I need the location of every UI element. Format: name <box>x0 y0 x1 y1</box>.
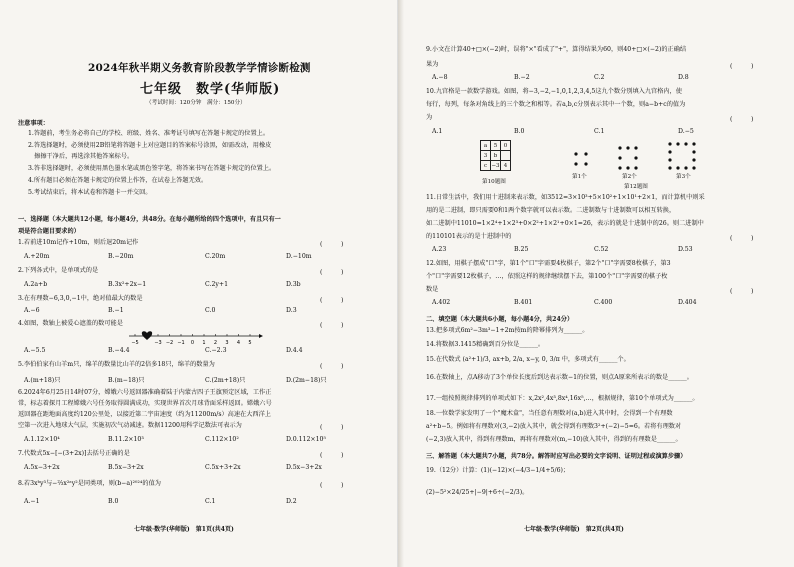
section3-heading: 三、解答题（本大题共7小题，共78分。解答时应写出必要的文字说明、证明过程或演算步骤） <box>426 453 687 460</box>
answer-paren: ( ) <box>320 241 344 248</box>
option-a: A.402 <box>432 299 451 306</box>
question-6-line: 返回器在距地面高度约120公里处，以接近第二宇宙速度（约为11200m/s）高速在大西洋上 <box>18 411 271 418</box>
axis-tick-label: 4 <box>236 340 241 346</box>
option-c: C.2y+1 <box>205 281 229 288</box>
notice-line: 1.答题前，考生务必将自己的学校、班级、姓名、准考证号填写在答题卡规定的位置上。 <box>28 130 270 137</box>
answer-paren: ( ) <box>320 482 344 489</box>
option-d: D.3 <box>286 307 297 314</box>
notice-line: 2.答选择题时，必须使用2B铅笔将答题卡上对应题目的答案标号涂黑，如需改动，用橡皮 <box>28 142 272 149</box>
figure-caption: 第10题图 <box>482 179 506 185</box>
option-a: A.2a+b <box>24 281 48 288</box>
question-14: 14.将数据3.1415精确到百分位是______。 <box>426 341 545 348</box>
axis-tick-label: 0 <box>190 340 195 346</box>
question-19-part2: (2)−5²×24/25+|−9|+6÷(−2/3)。 <box>426 489 529 496</box>
axis-tick-label: −3 <box>154 340 162 346</box>
question-2: 2.下列各式中，是单项式的是 <box>18 267 99 274</box>
answer-paren: ( ) <box>320 297 344 304</box>
option-d: D.0.112×10⁵ <box>286 436 326 443</box>
option-a: A.(m+18)只 <box>24 377 61 384</box>
question-12: 12.如图，用棋子摆成"口"字，第1个"口"字需要4枚棋子，第2个"口"字需要8枚棋子，第3 <box>426 260 671 267</box>
option-a: A.−6 <box>24 307 40 314</box>
exam-info: （考试时间：120分钟 满分：150分） <box>146 100 246 106</box>
question-10-line: 为 <box>426 114 433 121</box>
question-4: 4.如图，数轴上被爱心遮盖的数可能是 <box>18 320 123 327</box>
axis-tick-label: 2 <box>213 340 218 346</box>
option-a: A.−8 <box>432 74 448 81</box>
grid-cell <box>501 151 511 161</box>
question-17: 17.一组按照规律排列的单项式如下：x,2x²,4x³,8x⁴,16x⁵,…，根据规律，第10个单项式为______。 <box>426 395 699 402</box>
question-7: 7.代数式5x−[−(3+2x)]去括号正确的是 <box>18 450 130 457</box>
option-a: A.5x−3+2x <box>24 464 60 471</box>
option-b: B.401 <box>514 299 533 306</box>
section1-heading-cont: 项是符合题目要求的） <box>18 228 80 235</box>
option-d: D.5x−3+2x <box>286 464 322 471</box>
grid-cell: 3 <box>481 151 491 161</box>
option-b: B.5x−3+2x <box>108 464 144 471</box>
figure-caption: 第2个 <box>622 174 637 180</box>
option-c: C.112×10² <box>205 436 239 443</box>
question-13: 13.把多项式6m²−3m³−1+2m按m的降幂排列为______。 <box>426 327 589 334</box>
option-b: B.0 <box>108 498 119 505</box>
question-9-cont: 果为 <box>426 61 439 68</box>
page-gutter <box>398 0 404 567</box>
option-b: B.−20m <box>108 253 134 260</box>
question-6-line: 常，标志着探月工程嫦娥六号任务取得圆满成功，实现世界首次月球背面采样返回。嫦娥六号 <box>18 400 272 407</box>
option-b: B.3x²+2x−1 <box>108 281 147 288</box>
option-b: B.(m−18)只 <box>108 377 145 384</box>
option-d: D.(2m−18)只 <box>286 377 327 384</box>
question-12-line: 个"口"字需要12枚棋子，…，依照这样的规律继续摆下去，第100个"口"字需要的棋子枚 <box>426 273 668 280</box>
answer-paren: ( ) <box>320 424 344 431</box>
option-d: D.−10m <box>286 253 312 260</box>
notice-line: 4.所有题目必须在答题卡规定的位置上作答，在试卷上答题无效。 <box>28 177 208 184</box>
question-6-line: 空第一次进入地球大气层，实施初次气动减速。数据11200用科学记数法可表示为 <box>18 422 242 429</box>
question-6: 6.2024年6月25日14时07分，嫦娥六号返回器准确着陆于内蒙古四子王旗预定区域，工作正 <box>18 389 272 396</box>
answer-paren: ( ) <box>730 63 754 70</box>
axis-tick-label: 3 <box>225 340 229 346</box>
option-c: C.(2m+18)只 <box>205 377 246 384</box>
axis-tick-label: −2 <box>165 340 174 346</box>
question-12-line: 数是 <box>426 286 439 293</box>
option-d: D.4.4 <box>286 347 303 354</box>
figure-caption: 第1个 <box>572 174 587 180</box>
page-footer: 七年级·数学(华师版) 第1页(共4页) <box>134 526 234 533</box>
option-a: A.+20m <box>24 253 50 260</box>
option-c: C.2 <box>594 74 605 81</box>
grid-cell: 5 <box>491 141 501 151</box>
option-d: D.404 <box>678 299 697 306</box>
figure-caption: 第3个 <box>676 174 691 180</box>
axis-tick-label: −1 <box>177 340 185 346</box>
notice-heading: 注意事项： <box>18 120 49 127</box>
section2-heading: 二、填空题（本大题共6小题，每小题4分，共24分） <box>426 316 574 323</box>
question-16: 16.在数轴上，点A移动了3个单位长度后到达表示数−1的位置，则点A原来所表示的数是______。 <box>426 374 693 381</box>
question-11: 11.日常生活中，我们用十进制来表示数，如3512=3×10³+5×10²+1×10¹+2×1，而计算机中则采 <box>426 194 705 201</box>
nine-grid-figure <box>480 140 511 171</box>
question-10-line: 每行，每列，每条对角线上的三个数之和相等。若a,b,c分别表示其中一个数，则a−b+c的值为 <box>426 101 686 108</box>
question-18: 18.一位数学家发明了一个"魔术盒"，当任意有理数对(a,b)进入其中时，会得到一个有理数 <box>426 410 673 417</box>
answer-paren: ( ) <box>730 288 754 295</box>
grid-cell: −3 <box>491 162 500 169</box>
question-5: 5.李伯伯家有山羊m只，绵羊的数量比山羊的2倍多18只，绵羊的数量为 <box>18 361 215 368</box>
question-19-part1: 19.（12分）计算：(1)(−12)×(−4/3−1/4+5/6)； <box>426 467 570 474</box>
page-footer: 七年级·数学(华师版) 第2页(共4页) <box>524 526 624 533</box>
answer-paren: ( ) <box>320 322 344 329</box>
option-b: B.−2 <box>514 74 530 81</box>
option-a: A.23 <box>432 246 447 253</box>
question-8: 8.若3xᵇy³与−⅔x²ᵃy²是同类项，则(b−a)²⁰²⁴的值为 <box>18 480 161 487</box>
question-11-line: 用的是二进制，即只需要0和1两个数字就可以表示数。二进制数与十进制数可以相互转换， <box>426 207 676 214</box>
question-10: 10.九宫格是一款数学游戏。如图，将−3,−2,−1,0,1,2,3,4,5这九个数分别填入九宫格内，使 <box>426 88 682 95</box>
option-c: C.1 <box>205 498 216 505</box>
notice-line: 5.考试结束后，将本试卷和答题卡一并交回。 <box>28 189 152 196</box>
subject-title: 七年级 数学(华师版) <box>140 82 281 97</box>
option-d: D.−5 <box>678 128 694 135</box>
grid-cell: 0 <box>501 141 511 151</box>
option-d: D.53 <box>678 246 693 253</box>
option-d: D.8 <box>678 74 689 81</box>
grid-cell: 4 <box>501 161 511 171</box>
question-18-line: (−2,3)放入其中，得到有理数m，再将有理数对(m,−10)放入其中，得到的有理数是______。 <box>426 436 682 443</box>
option-b: B.25 <box>514 246 529 253</box>
answer-paren: ( ) <box>320 452 344 459</box>
exam-title: 2024年秋半期义务教育阶段教学学情诊断检测 <box>88 62 311 74</box>
option-c: C.0 <box>205 307 216 314</box>
section1-heading: 一、选择题（本大题共12小题，每小题4分，共48分。在每小题所给的四个选项中，有且只有一 <box>18 216 281 223</box>
answer-paren: ( ) <box>730 116 754 123</box>
grid-cell: a <box>481 141 491 151</box>
chess-pattern-figure <box>568 140 718 180</box>
option-b: B.−1 <box>108 307 124 314</box>
option-c: C.1 <box>594 128 605 135</box>
grid-cell: c <box>481 161 491 171</box>
question-18-line: a²+b−5。例如将有理数对(3,−2)放入其中，就会得到有理数3²+(−2)−5=6。若将有理数对 <box>426 423 682 430</box>
right-page <box>397 0 794 567</box>
axis-tick-label: −5 <box>131 340 139 346</box>
question-1: 1.若前进10m记作+10m，则后退20m记作 <box>18 239 139 246</box>
option-b: B.−4.4 <box>108 347 130 354</box>
notice-line: 3.答非选择题时，必须使用黑色墨水笔或黑色签字笔，将答案书写在答题卡规定的位置上。 <box>28 165 276 172</box>
option-d: D.2 <box>286 498 297 505</box>
question-11-line: 的110101表示的是十进制中的 <box>426 233 512 240</box>
option-a: A.1 <box>432 128 443 135</box>
axis-tick-label: 5 <box>248 340 252 346</box>
option-a: A.−5.5 <box>24 347 46 354</box>
answer-paren: ( ) <box>730 235 754 242</box>
option-d: D.3b <box>286 281 301 288</box>
option-b: B.11.2×10³ <box>108 436 144 443</box>
option-c: C.−2.3 <box>205 347 227 354</box>
answer-paren: ( ) <box>320 269 344 276</box>
question-11-line: 如二进制中11010=1×2⁴+1×2³+0×2²+1×2¹+0×1=26，表示的就是十进制中的26。则二进制中 <box>426 220 704 227</box>
question-15: 15.在代数式 (a²+1)/3, ax+b, 2/a, x−y, 0, 3/π 中，多项式有______个。 <box>426 356 630 363</box>
heart-icon <box>142 331 152 340</box>
grid-cell: b <box>491 151 501 161</box>
option-a: A.1.12×10⁴ <box>24 436 60 443</box>
question-9: 9.小文在计算40+□×(−2)时，误将"×"看成了"+"，算得结果为60，则40+□×(−2)的正确结 <box>426 46 687 53</box>
notice-line: 擦擦干净后，再选涂其他答案标号。 <box>28 153 134 160</box>
option-c: C.5x+3+2x <box>205 464 241 471</box>
option-c: C.52 <box>594 246 609 253</box>
option-c: C.20m <box>205 253 226 260</box>
option-a: A.−1 <box>24 498 40 505</box>
option-b: B.0 <box>514 128 525 135</box>
axis-tick-label: 1 <box>202 340 206 346</box>
answer-paren: ( ) <box>320 363 344 370</box>
number-line-figure <box>125 330 265 346</box>
question-3: 3.在有理数−6,3,0,−1中，绝对值最大的数是 <box>18 295 143 302</box>
figure-caption: 第12题图 <box>624 184 648 190</box>
option-c: C.400 <box>594 299 613 306</box>
